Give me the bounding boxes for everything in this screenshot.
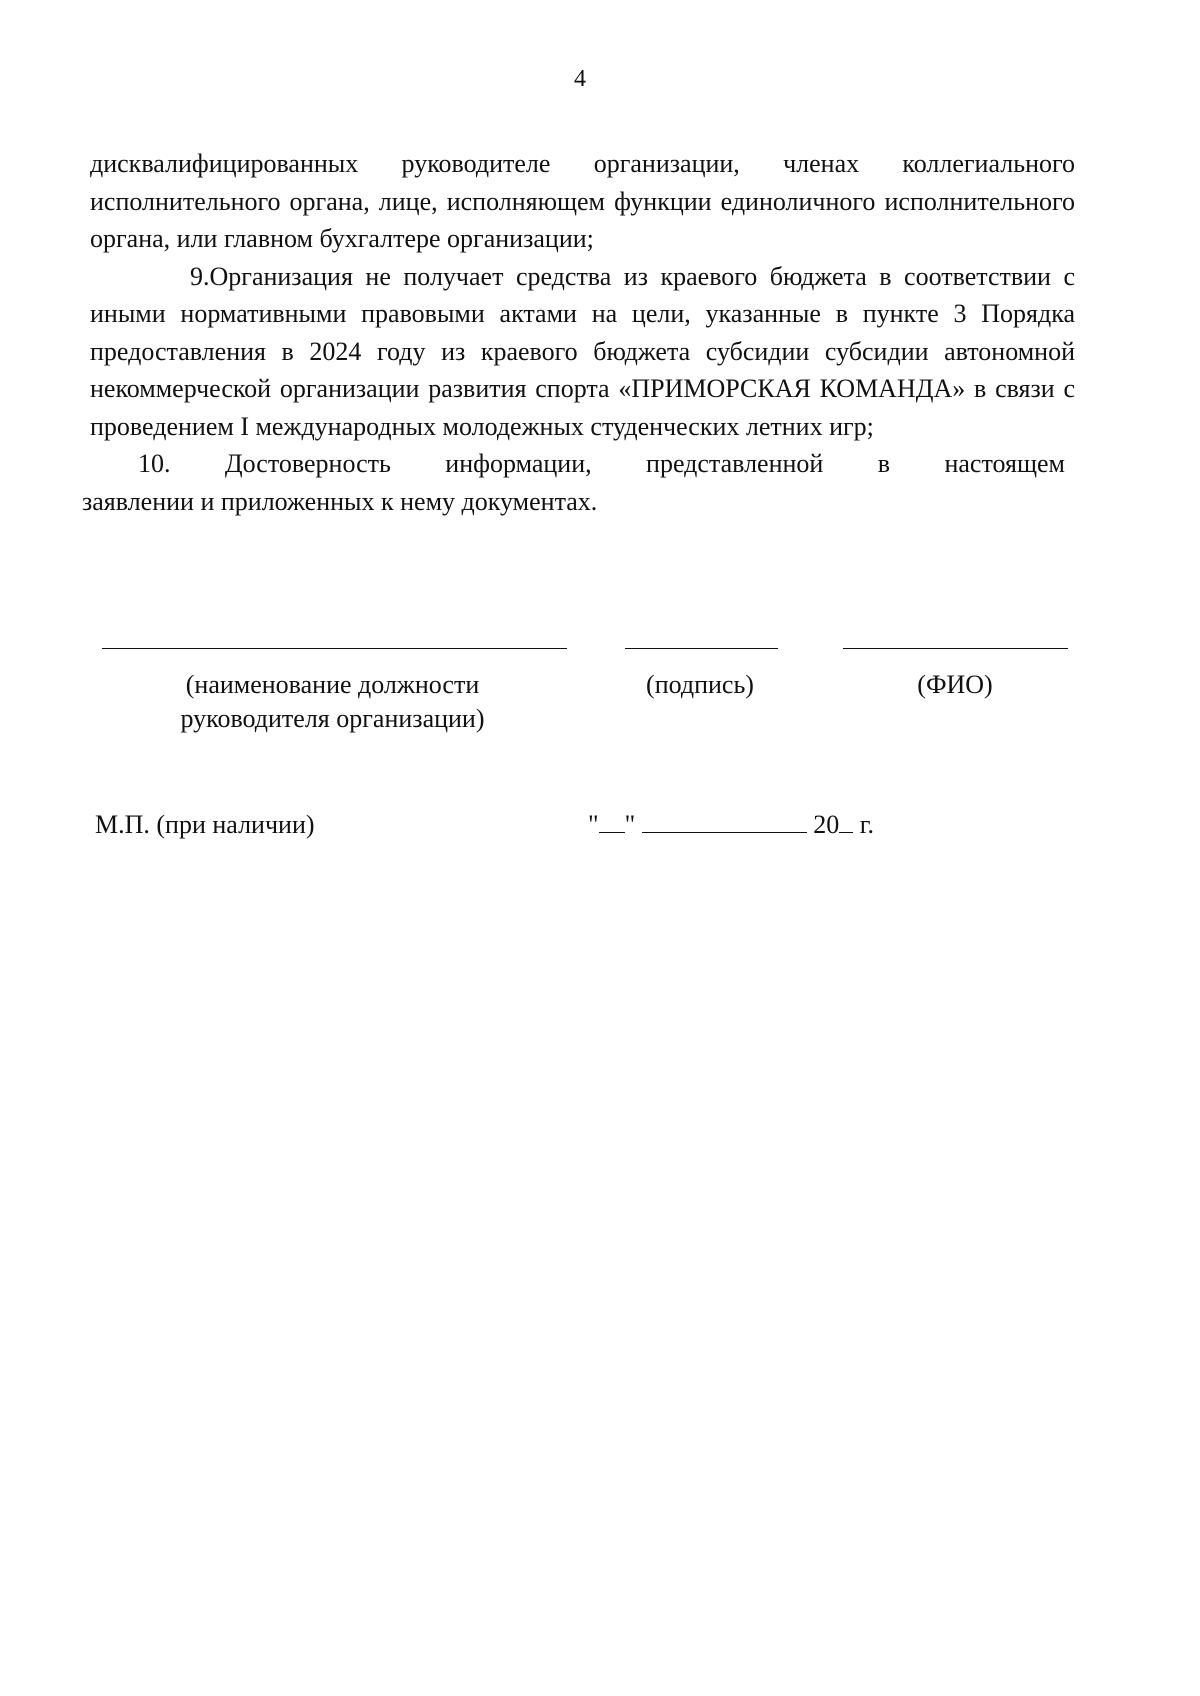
page-number: 4: [574, 66, 586, 92]
day-blank: [599, 812, 625, 833]
month-blank: [642, 812, 807, 833]
paragraph-continuation: дисквалифицированных руководителе организации, членах коллегиального исполнительного органа, лице, исполняющем функции единоличного исполнительного органа, или главном бухгалтере организации;: [90, 149, 1075, 253]
paragraph-10-first-line: [82, 445, 1075, 483]
paragraph-9: [90, 258, 1075, 446]
signature-line: [625, 648, 778, 649]
signature-caption: (подпись): [646, 670, 754, 699]
paragraph-9-number: 9.: [190, 261, 210, 291]
date-close-quote: ": [624, 810, 636, 839]
document-body: [82, 145, 1075, 520]
paragraph-10-tail: заявлении и приложенных к нему документах.: [82, 486, 598, 516]
name-signature-line: [843, 648, 1068, 649]
date-open-quote: ": [588, 810, 599, 839]
year-prefix: 20: [813, 810, 840, 839]
position-caption: [150, 668, 515, 736]
paragraph-9-text: Организация не получает средства из краевого бюджета в соответствии с иными нормативными правовыми актами на цели, указанные в пункте 3 Порядка предоставления в 2024 году из краевого бюджета субсидии субсидии автономной некоммерческой организации развития спорта «ПРИМОРСКАЯ КОМАНДА» в связи с проведением I международных молодежных студенческих летних игр;: [90, 261, 1075, 441]
paragraph-10-word: информации,: [445, 449, 592, 478]
date-field: [588, 810, 874, 840]
position-signature-line: [102, 648, 567, 649]
paragraph-10-word: в: [877, 449, 891, 478]
stamp-label: М.П. (при наличии): [95, 810, 315, 839]
paragraph-10-word: представленной: [646, 449, 824, 478]
year-suffix: г.: [859, 810, 874, 839]
paragraph-10: [82, 445, 1075, 520]
name-caption: (ФИО): [917, 670, 993, 699]
position-caption-line: руководителя организации): [180, 704, 485, 733]
year-blank: [839, 812, 853, 833]
paragraph-10-word: настоящем: [944, 449, 1065, 478]
paragraph-10-word: Достоверность: [224, 449, 391, 478]
position-caption-line: (наименование должности: [185, 670, 480, 699]
paragraph-10-number: 10.: [138, 449, 171, 478]
